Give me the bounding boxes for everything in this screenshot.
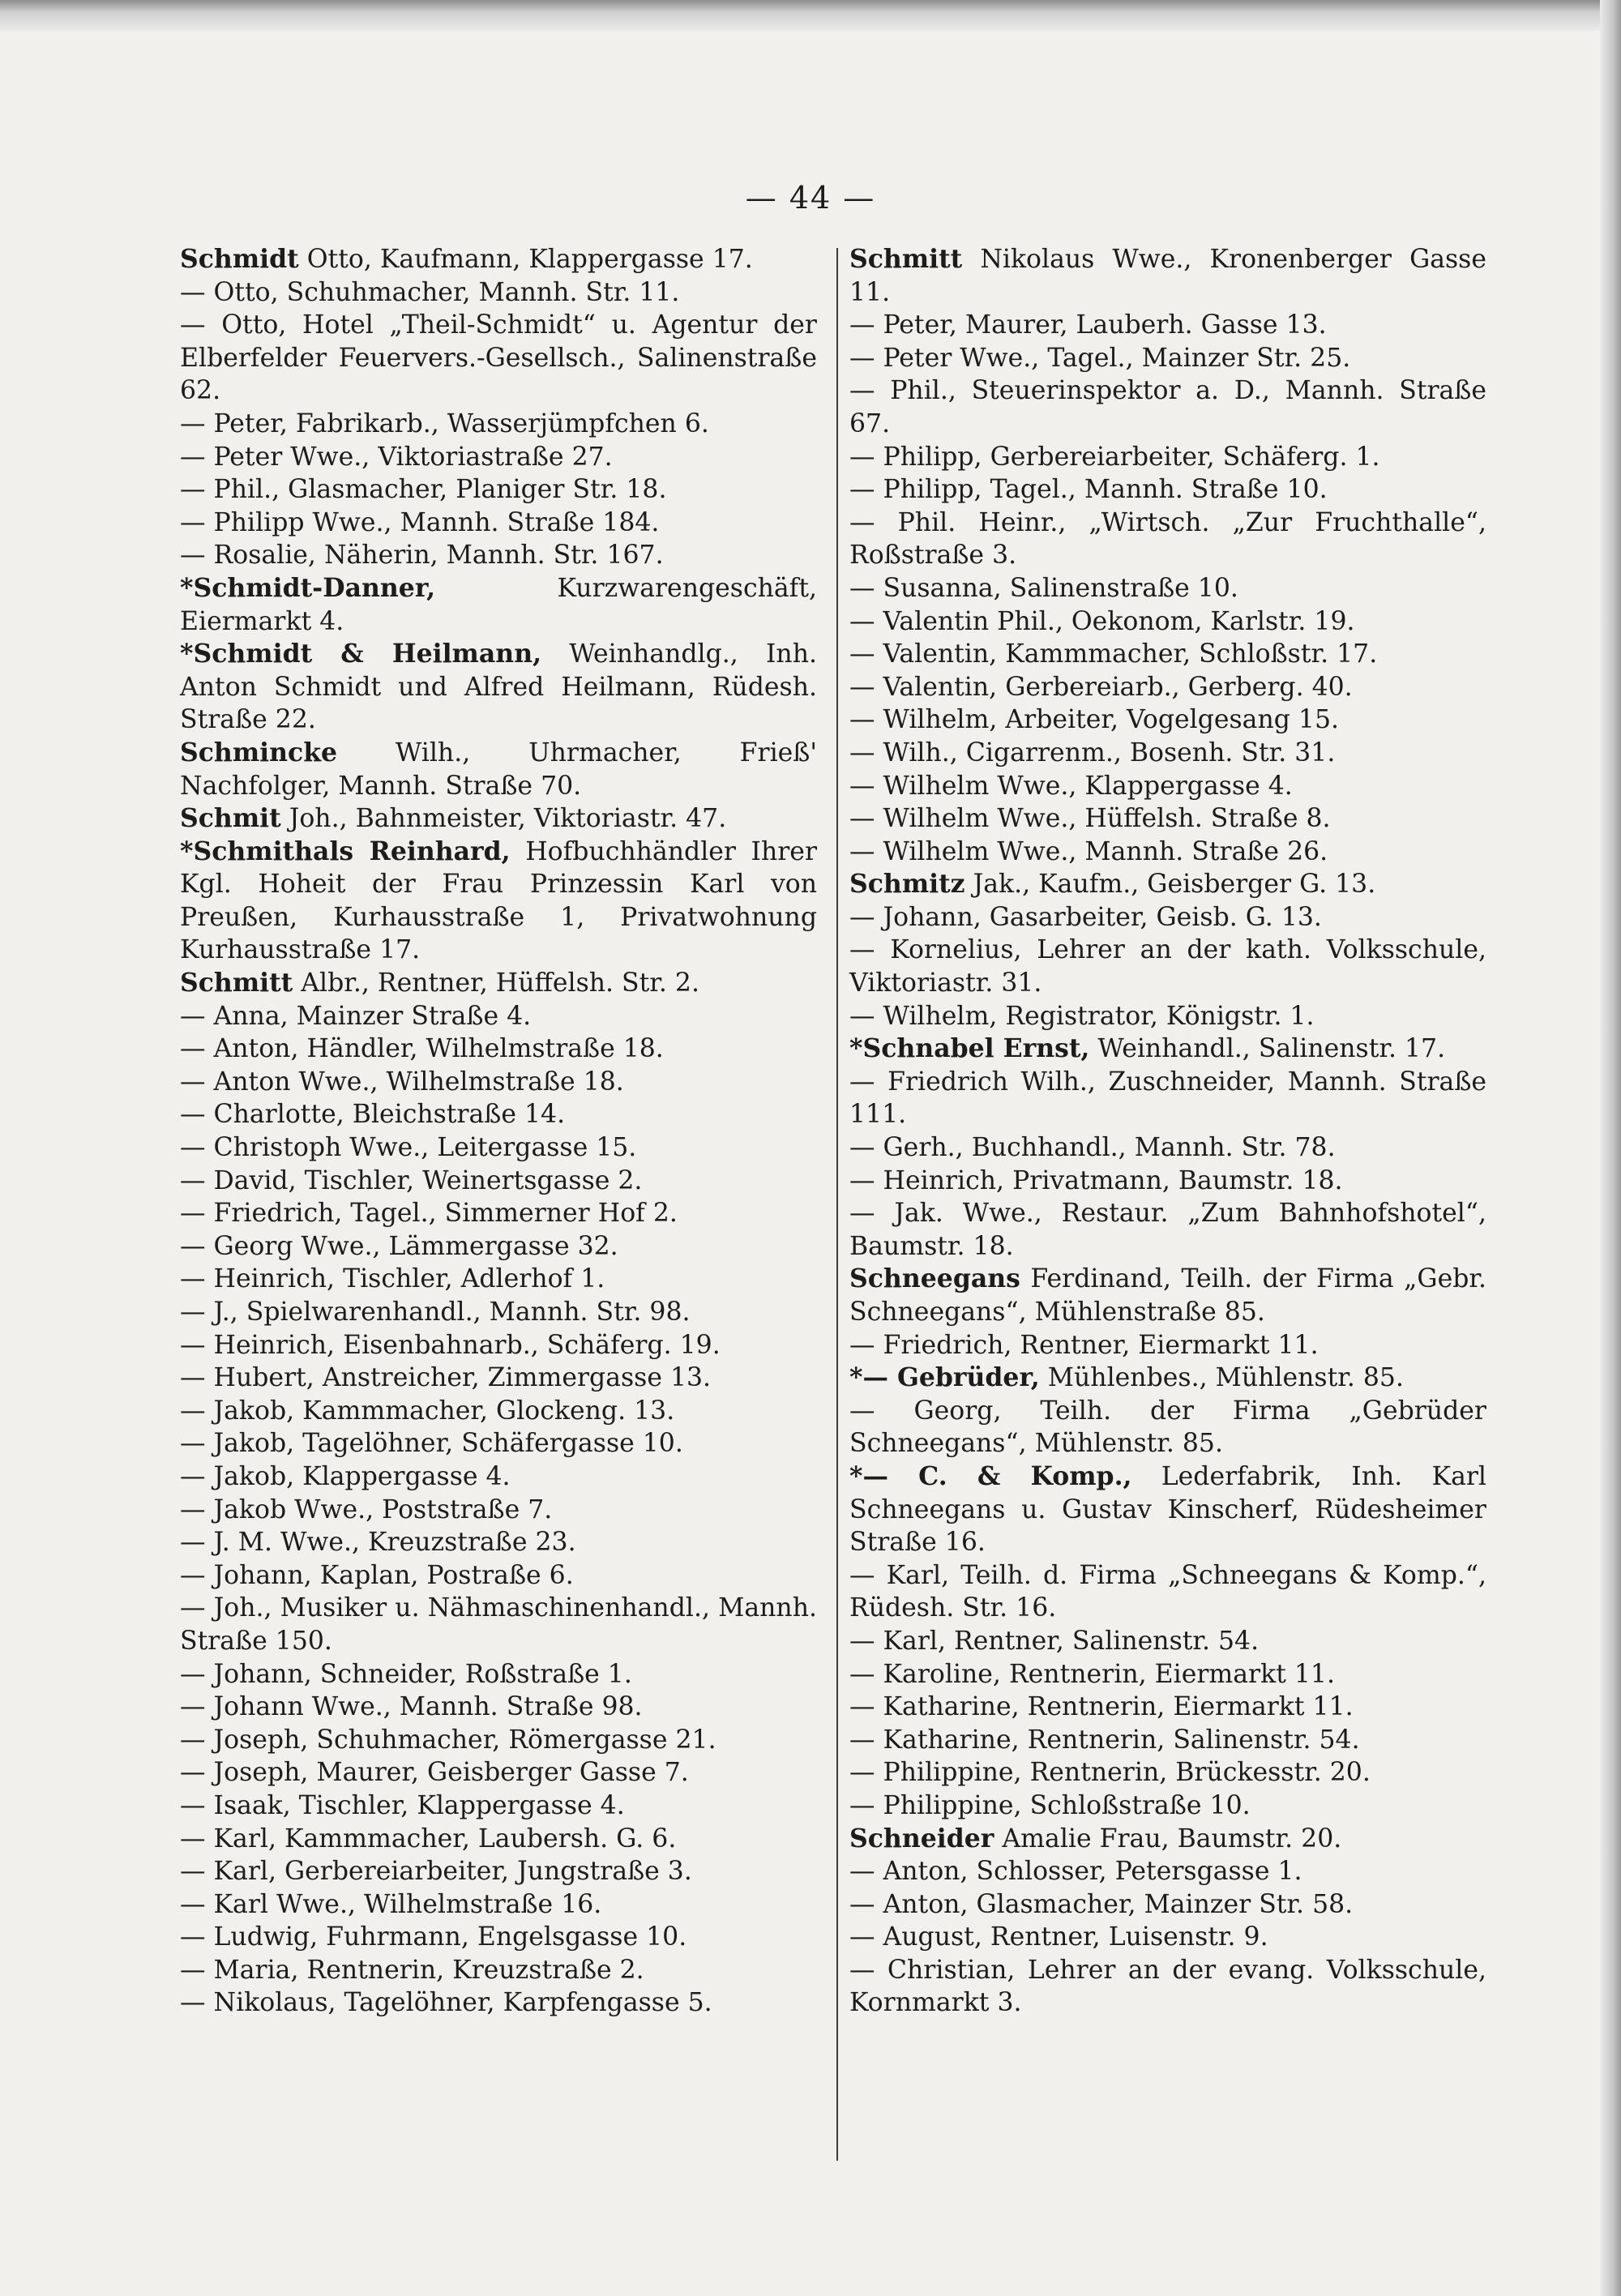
entry-details: — Karl Wwe., Wilhelmstraße 16.: [180, 1889, 602, 1919]
directory-entry: [180, 1296, 817, 1329]
entry-details: — Phil., Glasmacher, Planiger Str. 18.: [180, 475, 667, 505]
entry-details: — Isaak, Tischler, Klappergasse 4.: [180, 1790, 625, 1820]
directory-entry: [180, 441, 817, 474]
entry-details: — Wilhelm, Arbeiter, Vogelgesang 15.: [849, 705, 1340, 735]
entry-details: — Karl, Teilh. d. Firma „Schneegans & Komp.“, Rüdesh. Str. 16.: [849, 1560, 1486, 1623]
entry-details: Nikolaus Wwe., Kronenberger Gasse 11.: [849, 245, 1486, 307]
directory-entry: [180, 1789, 817, 1823]
entry-details: — Karoline, Rentnerin, Eiermarkt 11.: [849, 1659, 1335, 1689]
directory-entry: [849, 1263, 1486, 1328]
entry-details: Wilh., Uhrmacher, Frieß' Nachfolger, Mannh. Straße 70.: [180, 738, 817, 801]
directory-entry: [180, 1427, 817, 1460]
directory-entry: [849, 1559, 1486, 1625]
entry-details: — Peter, Fabrikarb., Wasserjümpfchen 6.: [180, 408, 709, 438]
entry-details: — Jakob, Tagelöhner, Schäfergasse 10.: [180, 1429, 683, 1459]
entry-details: — Charlotte, Bleichstraße 14.: [180, 1100, 566, 1130]
directory-entry: [849, 901, 1486, 934]
directory-entry: [180, 1986, 817, 2020]
page-right-edge: [1600, 0, 1621, 2296]
entry-details: — Johann, Schneider, Roßstraße 1.: [180, 1659, 632, 1689]
entry-details: Otto, Kaufmann, Klappergasse 17.: [298, 245, 753, 274]
directory-entry: [849, 1823, 1486, 1856]
entry-details: — Heinrich, Privatmann, Baumstr. 18.: [849, 1165, 1343, 1195]
entry-details: Jak., Kaufm., Geisberger G. 13.: [964, 870, 1376, 900]
entry-details: — Johann Wwe., Mannh. Straße 98.: [180, 1692, 643, 1722]
entry-details: — Wilhelm Wwe., Mannh. Straße 26.: [849, 836, 1328, 866]
right-column: [849, 243, 1486, 2020]
directory-entry: [849, 1658, 1486, 1691]
directory-columns: [180, 243, 1486, 2172]
entry-details: — Peter Wwe., Viktoriastraße 27.: [180, 442, 613, 472]
directory-entry: [180, 1131, 817, 1165]
entry-surname: Schmidt: [180, 244, 299, 274]
directory-entry: [849, 1066, 1486, 1131]
entry-details: — Joseph, Maurer, Geisberger Gasse 7.: [180, 1758, 689, 1788]
entry-details: — Maria, Rentnerin, Kreuzstraße 2.: [180, 1955, 644, 1985]
entry-surname: *— C. & Komp.,: [849, 1460, 1132, 1491]
entry-details: Joh., Bahnmeister, Viktoriastr. 47.: [280, 804, 727, 834]
entry-details: — Johann, Kaplan, Postraße 6.: [180, 1560, 574, 1590]
entry-details: — Jak. Wwe., Restaur. „Zum Bahnhofshotel“, Baumstr. 18.: [849, 1199, 1486, 1261]
entry-details: — Otto, Schuhmacher, Mannh. Str. 11.: [180, 277, 680, 307]
entry-details: — Valentin, Gerbereiarb., Gerberg. 40.: [849, 672, 1353, 702]
entry-details: — Katharine, Rentnerin, Eiermarkt 11.: [849, 1692, 1354, 1722]
directory-entry: [849, 1362, 1486, 1395]
directory-entry: [849, 836, 1486, 869]
entry-details: — Philipp Wwe., Mannh. Straße 184.: [180, 507, 660, 537]
entry-details: — Christoph Wwe., Leitergasse 15.: [180, 1133, 637, 1163]
directory-entry: [180, 1066, 817, 1099]
directory-entry: [849, 638, 1486, 671]
entry-details: — Wilhelm Wwe., Hüffelsh. Straße 8.: [849, 804, 1331, 834]
entry-details: — Karl, Kammmacher, Laubersh. G. 6.: [180, 1824, 677, 1853]
directory-entry: [180, 967, 817, 1000]
entry-details: — Wilhelm Wwe., Klappergasse 4.: [849, 771, 1293, 801]
directory-entry: [849, 309, 1486, 342]
directory-entry: [849, 374, 1486, 440]
directory-entry: [180, 1592, 817, 1657]
entry-details: — Philipp, Tagel., Mannh. Straße 10.: [849, 475, 1328, 505]
directory-entry: [849, 1165, 1486, 1198]
entry-details: — Philipp, Gerbereiarbeiter, Schäferg. 1.: [849, 442, 1380, 472]
directory-entry: [180, 1658, 817, 1691]
directory-entry: [180, 572, 817, 638]
entry-details: — Joseph, Schuhmacher, Römergasse 21.: [180, 1725, 716, 1755]
entry-details: — Friedrich, Rentner, Eiermarkt 11.: [849, 1330, 1319, 1360]
entry-details: Lederfabrik, Inh. Karl Schneegans u. Gustav Kinscherf, Rüdesheimer Straße 16.: [849, 1461, 1486, 1558]
directory-entry: [180, 1559, 817, 1593]
entry-surname: Schmitt: [849, 244, 963, 274]
directory-entry: [180, 539, 817, 572]
directory-entry: [849, 703, 1486, 737]
directory-entry: [180, 1395, 817, 1428]
entry-surname: *— Gebrüder,: [849, 1362, 1040, 1393]
entry-details: — Susanna, Salinenstraße 10.: [849, 573, 1238, 603]
entry-details: — Georg, Teilh. der Firma „Gebrüder Schneegans“, Mühlenstr. 85.: [849, 1396, 1486, 1459]
directory-entry: [849, 1000, 1486, 1033]
directory-entry: [180, 638, 817, 737]
column-divider: [836, 248, 838, 2161]
directory-entry: [849, 802, 1486, 836]
directory-entry: [849, 1329, 1486, 1362]
entry-details: — Johann, Gasarbeiter, Geisb. G. 13.: [849, 902, 1322, 932]
entry-surname: *Schmidt & Heilmann,: [180, 639, 542, 669]
entry-details: — August, Rentner, Luisenstr. 9.: [849, 1922, 1268, 1952]
directory-entry: [849, 572, 1486, 605]
directory-entry: [849, 342, 1486, 375]
entry-surname: Schneegans: [849, 1263, 1020, 1294]
entry-details: — Anna, Mainzer Straße 4.: [180, 1001, 532, 1031]
directory-entry: [180, 1197, 817, 1230]
directory-entry: [180, 1000, 817, 1033]
directory-entry: [180, 243, 817, 276]
entry-details: — Jakob Wwe., Poststraße 7.: [180, 1494, 553, 1524]
directory-entry: [849, 1789, 1486, 1823]
directory-entry: [180, 1954, 817, 1987]
entry-surname: Schmincke: [180, 737, 338, 767]
directory-entry: [849, 671, 1486, 704]
directory-entry: [849, 770, 1486, 803]
entry-details: Amalie Frau, Baumstr. 20.: [994, 1824, 1342, 1853]
directory-entry: [849, 441, 1486, 474]
entry-details: — Wilh., Cigarrenm., Bosenh. Str. 31.: [849, 738, 1336, 767]
directory-entry: [180, 1165, 817, 1198]
directory-entry: [849, 1033, 1486, 1066]
entry-details: Kurzwarengeschäft, Eiermarkt 4.: [180, 573, 817, 636]
directory-entry: [849, 507, 1486, 572]
entry-surname: Schneider: [849, 1823, 994, 1853]
entry-details: — Christian, Lehrer an der evang. Volksschule, Kornmarkt 3.: [849, 1955, 1486, 2018]
entry-details: — Friedrich, Tagel., Simmerner Hof 2.: [180, 1199, 678, 1229]
directory-entry: [180, 1494, 817, 1527]
directory-entry: [180, 1263, 817, 1296]
entry-details: — Gerh., Buchhandl., Mannh. Str. 78.: [849, 1133, 1336, 1163]
directory-entry: [180, 1921, 817, 1954]
entry-details: — Katharine, Rentnerin, Salinenstr. 54.: [849, 1725, 1360, 1755]
entry-details: — J. M. Wwe., Kreuzstraße 23.: [180, 1528, 576, 1558]
directory-entry: [849, 868, 1486, 901]
entry-details: — Anton, Schlosser, Petersgasse 1.: [849, 1857, 1302, 1887]
directory-entry: [180, 1329, 817, 1362]
directory-entry: [180, 1855, 817, 1888]
entry-surname: Schmitt: [180, 968, 293, 998]
entry-details: Mühlenbes., Mühlenstr. 85.: [1039, 1363, 1404, 1393]
directory-entry: [180, 473, 817, 507]
page-number: — 44 —: [745, 180, 876, 216]
directory-entry: [180, 408, 817, 441]
entry-details: — Hubert, Anstreicher, Zimmergasse 13.: [180, 1363, 712, 1393]
directory-entry: [180, 1888, 817, 1922]
entry-details: — Philippine, Schloßstraße 10.: [849, 1790, 1251, 1820]
entry-details: — Peter Wwe., Tagel., Mainzer Str. 25.: [849, 343, 1351, 373]
entry-details: — Karl, Gerbereiarbeiter, Jungstraße 3.: [180, 1857, 692, 1887]
entry-details: — Anton Wwe., Wilhelmstraße 18.: [180, 1067, 624, 1097]
entry-details: — Nikolaus, Tagelöhner, Karpfengasse 5.: [180, 1988, 712, 2018]
directory-entry: [849, 1395, 1486, 1460]
directory-entry: [180, 1756, 817, 1789]
entry-details: — Kornelius, Lehrer an der kath. Volksschule, Viktoriastr. 31.: [849, 935, 1486, 998]
entry-surname: Schmitz: [849, 869, 965, 900]
entry-details: — Phil., Steuerinspektor a. D., Mannh. Straße 67.: [849, 376, 1486, 438]
directory-entry: [849, 1921, 1486, 1954]
directory-entry: [180, 737, 817, 802]
entry-details: — Joh., Musiker u. Nähmaschinenhandl., Mannh. Straße 150.: [180, 1593, 817, 1656]
directory-entry: [180, 309, 817, 408]
entry-surname: Schmit: [180, 803, 281, 834]
entry-details: — Georg Wwe., Lämmergasse 32.: [180, 1231, 618, 1261]
entry-details: — Anton, Händler, Wilhelmstraße 18.: [180, 1034, 664, 1064]
directory-entry: [849, 737, 1486, 770]
directory-entry: [849, 1460, 1486, 1559]
directory-entry: [180, 1230, 817, 1263]
entry-details: Albr., Rentner, Hüffelsh. Str. 2.: [293, 968, 699, 998]
directory-entry: [849, 934, 1486, 999]
directory-entry: [180, 1724, 817, 1757]
directory-entry: [849, 1197, 1486, 1263]
entry-surname: *Schmithals Reinhard,: [180, 836, 511, 866]
entry-details: — Jakob, Klappergasse 4.: [180, 1461, 511, 1491]
entry-details: — Philippine, Rentnerin, Brückesstr. 20.: [849, 1758, 1371, 1788]
directory-entry: [180, 1362, 817, 1395]
directory-entry: [180, 1823, 817, 1856]
directory-entry: [180, 507, 817, 540]
entry-details: — Valentin, Kammmacher, Schloßstr. 17.: [849, 639, 1378, 669]
directory-entry: [849, 605, 1486, 639]
directory-entry: [180, 1526, 817, 1559]
entry-details: — Ludwig, Fuhrmann, Engelsgasse 10.: [180, 1922, 687, 1952]
entry-details: — Rosalie, Näherin, Mannh. Str. 167.: [180, 541, 664, 571]
entry-details: — Peter, Maurer, Lauberh. Gasse 13.: [849, 310, 1327, 340]
directory-entry: [849, 1888, 1486, 1922]
directory-entry: [180, 1691, 817, 1724]
directory-entry: [180, 1098, 817, 1131]
entry-details: Weinhandl., Salinenstr. 17.: [1089, 1034, 1446, 1064]
directory-entry: [849, 1954, 1486, 2020]
directory-entry: [849, 1691, 1486, 1724]
entry-details: — Valentin Phil., Oekonom, Karlstr. 19.: [849, 606, 1355, 636]
entry-details: — Jakob, Kammmacher, Glockeng. 13.: [180, 1396, 675, 1426]
directory-entry: [849, 1855, 1486, 1888]
entry-details: Hofbuchhändler Ihrer Kgl. Hoheit der Frau Prinzessin Karl von Preußen, Kurhausstraße 1, Privatwohnung Kurhausstraße 17.: [180, 836, 817, 965]
directory-entry: [849, 1756, 1486, 1789]
directory-entry: [849, 473, 1486, 507]
directory-entry: [180, 1460, 817, 1494]
directory-entry: [849, 1625, 1486, 1658]
entry-details: Ferdinand, Teilh. der Firma „Gebr. Schneegans“, Mühlenstraße 85.: [849, 1264, 1486, 1327]
directory-entry: [180, 836, 817, 967]
left-column: [180, 243, 817, 2020]
entry-details: Weinhandlg., Inh. Anton Schmidt und Alfred Heilmann, Rüdesh. Straße 22.: [180, 639, 818, 735]
directory-entry: [849, 1724, 1486, 1757]
directory-entry: [180, 276, 817, 310]
directory-entry: [849, 1131, 1486, 1165]
entry-details: — Wilhelm, Registrator, Königstr. 1.: [849, 1001, 1315, 1031]
entry-details: — Heinrich, Eisenbahnarb., Schäferg. 19.: [180, 1330, 721, 1360]
directory-entry: [180, 802, 817, 836]
entry-details: — Friedrich Wilh., Zuschneider, Mannh. Straße 111.: [849, 1067, 1486, 1130]
entry-details: — Anton, Glasmacher, Mainzer Str. 58.: [849, 1889, 1354, 1919]
directory-entry: [849, 243, 1486, 309]
directory-entry: [180, 1033, 817, 1066]
entry-surname: *Schmidt-Danner,: [180, 572, 436, 603]
entry-details: — Heinrich, Tischler, Adlerhof 1.: [180, 1264, 605, 1294]
entry-details: — Karl, Rentner, Salinenstr. 54.: [849, 1626, 1260, 1656]
entry-details: — David, Tischler, Weinertsgasse 2.: [180, 1165, 643, 1195]
entry-details: — Phil. Heinr., „Wirtsch. „Zur Fruchthalle“, Roßstraße 3.: [849, 507, 1486, 571]
entry-details: — Otto, Hotel „Theil-Schmidt“ u. Agentur der Elberfelder Feuervers.-Gesellsch., Salinenstraße 62.: [180, 310, 817, 406]
entry-details: — J., Spielwarenhandl., Mannh. Str. 98.: [180, 1298, 691, 1327]
page-top-edge: [0, 0, 1621, 31]
entry-surname: *Schnabel Ernst,: [849, 1033, 1090, 1064]
